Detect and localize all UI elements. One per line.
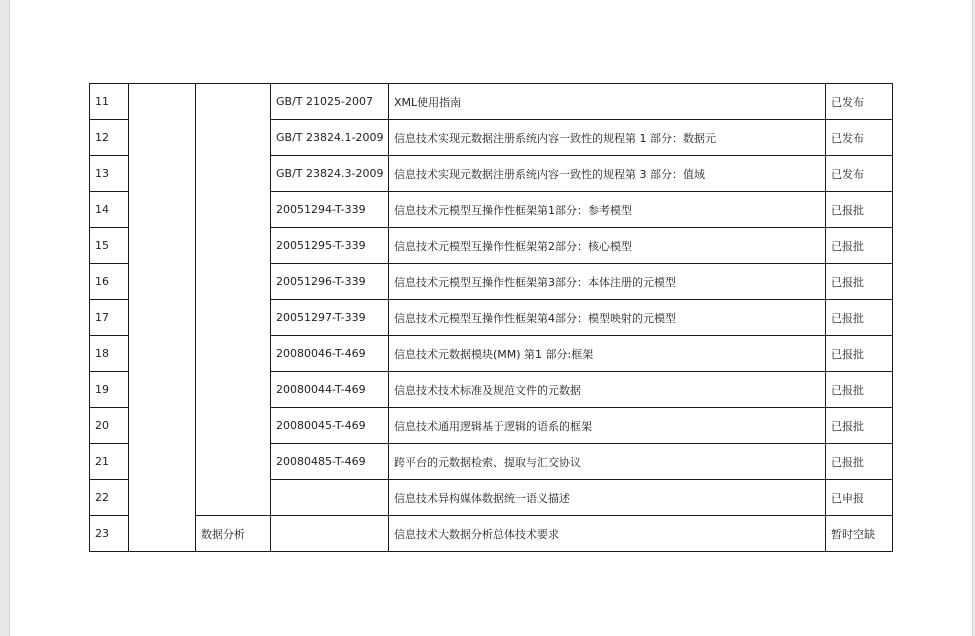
standard-name: 信息技术元模型互操作性框架第3部分：本体注册的元模型 <box>389 264 826 300</box>
status-cell: 已发布 <box>826 120 893 156</box>
standard-name: XML使用指南 <box>389 84 826 120</box>
standard-name: 信息技术通用逻辑基于逻辑的语系的框架 <box>389 408 826 444</box>
status-cell: 已报批 <box>826 228 893 264</box>
standard-code <box>271 516 389 552</box>
standard-code: GB/T 23824.1-2009 <box>271 120 389 156</box>
row-number: 12 <box>90 120 129 156</box>
row-number: 15 <box>90 228 129 264</box>
merged-subcategory-cell <box>196 84 271 516</box>
status-cell: 已发布 <box>826 84 893 120</box>
standard-code: 20051297-T-339 <box>271 300 389 336</box>
row-number: 21 <box>90 444 129 480</box>
row-number: 17 <box>90 300 129 336</box>
status-cell: 已报批 <box>826 408 893 444</box>
row-number: 11 <box>90 84 129 120</box>
standard-name: 信息技术元模型互操作性框架第4部分：模型映射的元模型 <box>389 300 826 336</box>
status-cell: 已报批 <box>826 444 893 480</box>
status-cell: 已申报 <box>826 480 893 516</box>
standard-name: 信息技术大数据分析总体技术要求 <box>389 516 826 552</box>
standard-name: 信息技术异构媒体数据统一语义描述 <box>389 480 826 516</box>
status-cell: 已报批 <box>826 372 893 408</box>
row-number: 20 <box>90 408 129 444</box>
standard-name: 信息技术元模型互操作性框架第2部分：核心模型 <box>389 228 826 264</box>
standard-code: 20080485-T-469 <box>271 444 389 480</box>
standard-name: 信息技术元模型互操作性框架第1部分：参考模型 <box>389 192 826 228</box>
standard-name: 信息技术技术标准及规范文件的元数据 <box>389 372 826 408</box>
row-number: 16 <box>90 264 129 300</box>
merged-category-cell <box>129 84 196 552</box>
standard-code: 20080045-T-469 <box>271 408 389 444</box>
standard-code: 20080044-T-469 <box>271 372 389 408</box>
status-cell: 已报批 <box>826 336 893 372</box>
table-row <box>90 84 893 120</box>
table-row <box>90 516 893 552</box>
row-number: 23 <box>90 516 129 552</box>
standard-code: GB/T 21025-2007 <box>271 84 389 120</box>
row-number: 22 <box>90 480 129 516</box>
standard-code <box>271 480 389 516</box>
standard-code: 20051295-T-339 <box>271 228 389 264</box>
standard-name: 信息技术元数据模块(MM) 第1 部分:框架 <box>389 336 826 372</box>
row-number: 14 <box>90 192 129 228</box>
standard-code: 20051294-T-339 <box>271 192 389 228</box>
status-cell: 已报批 <box>826 192 893 228</box>
status-cell: 已报批 <box>826 300 893 336</box>
status-cell: 已发布 <box>826 156 893 192</box>
standard-name: 跨平台的元数据检索、提取与汇交协议 <box>389 444 826 480</box>
row-number: 13 <box>90 156 129 192</box>
standards-table <box>89 83 893 552</box>
row-number: 18 <box>90 336 129 372</box>
standard-code: 20051296-T-339 <box>271 264 389 300</box>
standard-name: 信息技术实现元数据注册系统内容一致性的规程第 1 部分：数据元 <box>389 120 826 156</box>
row-number: 19 <box>90 372 129 408</box>
document-page <box>9 0 973 636</box>
subcategory-label: 数据分析 <box>196 516 271 552</box>
standard-name: 信息技术实现元数据注册系统内容一致性的规程第 3 部分：值域 <box>389 156 826 192</box>
standard-code: 20080046-T-469 <box>271 336 389 372</box>
status-cell: 已报批 <box>826 264 893 300</box>
status-cell: 暂时空缺 <box>826 516 893 552</box>
standard-code: GB/T 23824.3-2009 <box>271 156 389 192</box>
